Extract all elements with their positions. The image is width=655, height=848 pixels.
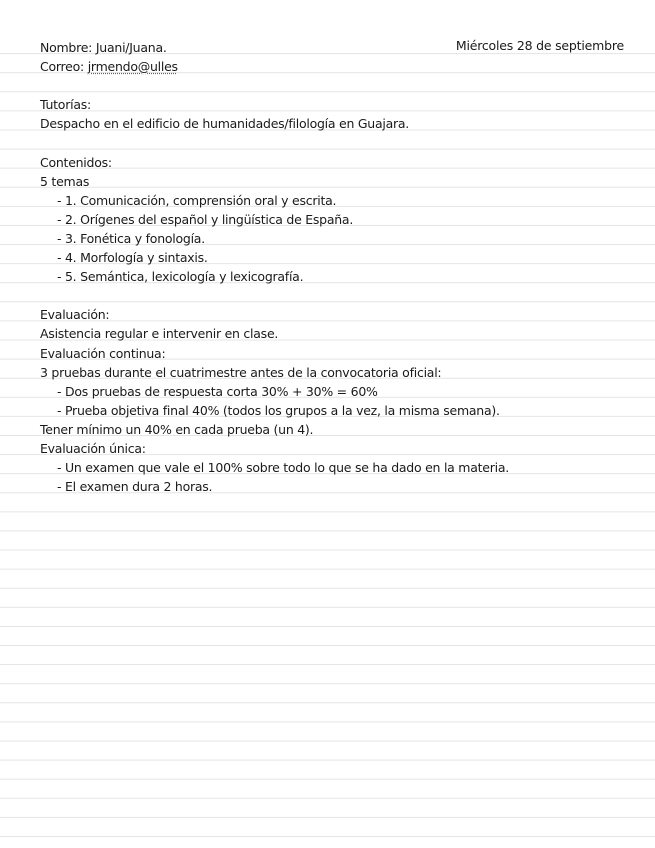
contenidos-heading: Contenidos: — [40, 154, 112, 170]
note-date: Miércoles 28 de septiembre — [455, 38, 624, 53]
name-value: Juani/Juana. — [95, 40, 167, 55]
unica-heading: Evaluación única: — [40, 440, 146, 456]
note-lines — [40, 38, 630, 496]
email-link[interactable]: jrmendo@ulles — [87, 59, 178, 75]
continua-intro: 3 pruebas durante el cuatrimestre antes de la convocatoria oficial: — [40, 364, 442, 380]
topic-item: - 3. Fonética y fonología. — [57, 230, 205, 246]
blank-line — [40, 286, 630, 305]
continua-item: - Prueba objetiva final 40% (todos los grupos a la vez, la misma semana). — [57, 402, 500, 418]
unica-item: - El examen dura 2 horas. — [57, 479, 213, 495]
name-label: Nombre: — [40, 40, 93, 55]
topic-item: - 4. Morfología y sintaxis. — [57, 250, 208, 266]
email-line — [40, 57, 630, 76]
tutorias-heading: Tutorías: — [40, 97, 91, 113]
blank-line — [40, 133, 630, 152]
topic-item: - 2. Orígenes del español y lingüística de España. — [57, 211, 354, 227]
topic-item: - 5. Semántica, lexicología y lexicografía. — [57, 269, 304, 285]
blank-line — [40, 76, 630, 95]
minimo-text: Tener mínimo un 40% en cada prueba (un 4). — [40, 421, 314, 437]
continua-item: - Dos pruebas de respuesta corta 30% + 30% = 60% — [57, 383, 378, 399]
continua-heading: Evaluación continua: — [40, 345, 166, 361]
asistencia-text: Asistencia regular e intervenir en clase. — [40, 326, 279, 342]
unica-item: - Un examen que vale el 100% sobre todo lo que se ha dado en la materia. — [57, 460, 509, 476]
contenidos-summary: 5 temas — [40, 173, 90, 189]
topic-item: - 1. Comunicación, comprensión oral y escrita. — [57, 192, 337, 208]
name-line — [40, 38, 630, 57]
evaluacion-heading: Evaluación: — [40, 307, 110, 323]
email-label: Correo: — [40, 59, 84, 75]
tutorias-text: Despacho en el edificio de humanidades/filología en Guajara. — [40, 116, 410, 132]
